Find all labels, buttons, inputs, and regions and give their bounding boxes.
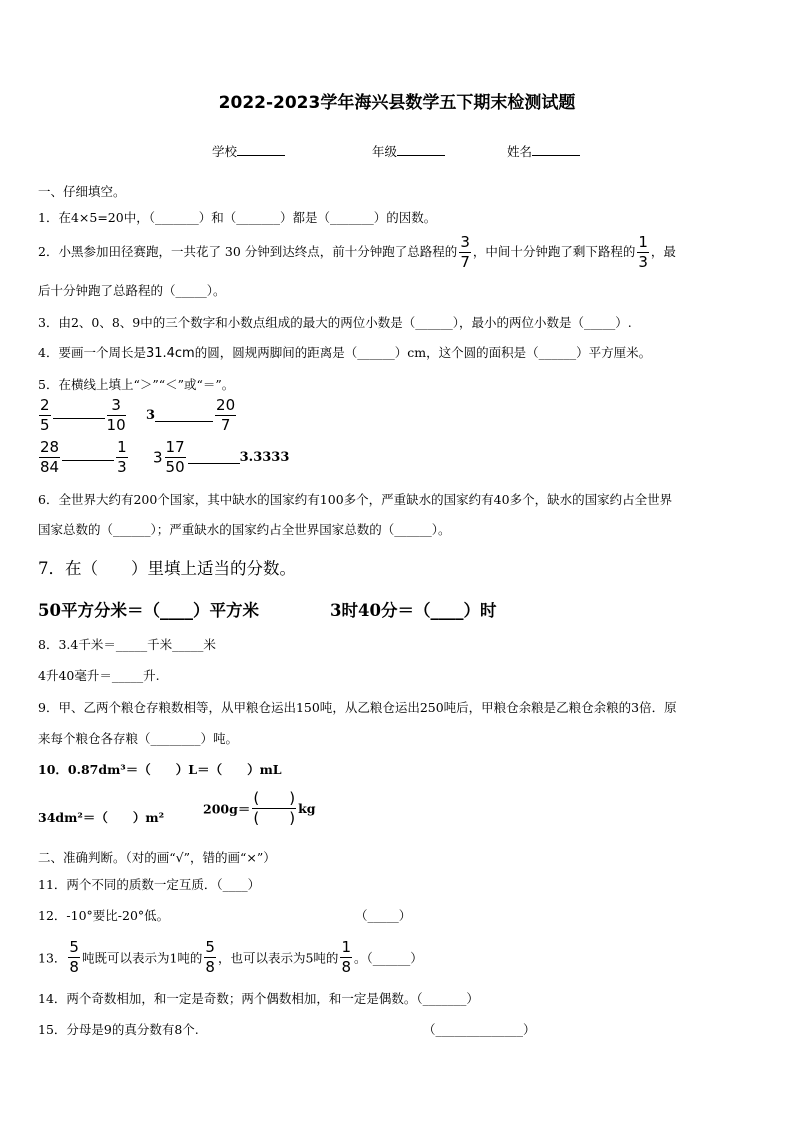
- question-11: 11．两个不同的质数一定互质．（____）: [38, 877, 261, 892]
- compare-blank-a[interactable]: [53, 406, 105, 419]
- question-2-text-b: ，中间十分钟跑了剩下路程的: [472, 244, 636, 259]
- fraction-numerator: 1: [117, 438, 127, 456]
- fraction-5-8-second: [204, 940, 216, 975]
- name-label: 姓名: [507, 144, 533, 159]
- fraction-numerator: 5: [69, 938, 79, 956]
- question-13-number: 13．: [38, 950, 67, 966]
- question-12: 12．-10°要比-20°低。: [38, 908, 170, 923]
- grade-field: [372, 142, 445, 160]
- question-4: [38, 343, 651, 361]
- fraction-numerator: 5: [205, 938, 215, 956]
- fraction-denominator: 8: [69, 958, 79, 976]
- question-15: 15．分母是9的真分数有8个.: [38, 1022, 199, 1037]
- question-8-line-1: 8．3.4千米＝_____千米_____米: [38, 637, 216, 652]
- question-6-line-2: 国家总数的（______）；严重缺水的国家约占全世界国家总数的（______）。: [38, 522, 451, 537]
- question-9-line-2: 来每个粮仓各存粮（________）吨。: [38, 731, 239, 746]
- question-13: [38, 940, 423, 975]
- fraction-numerator: 3: [107, 398, 126, 416]
- compare-right-value: 3.3333: [239, 450, 290, 465]
- compare-left-value: 3: [146, 408, 156, 423]
- question-10-a: 34dm²＝（ ）m²: [38, 810, 165, 825]
- fraction-denominator: 3: [638, 253, 648, 271]
- compare-blank-c[interactable]: [62, 448, 114, 461]
- question-13-text-c: 。（______）: [353, 950, 423, 966]
- fraction-denominator: 5: [40, 416, 50, 434]
- section-2-heading: 二、准确判断。（对的画“√”，错的画“×”）: [38, 850, 276, 865]
- question-13-text-a: 吨既可以表示为1吨的: [81, 950, 203, 966]
- fraction-5-8: [68, 940, 80, 975]
- school-label: 学校: [212, 144, 238, 159]
- circumference-value: 31.4cm: [145, 346, 195, 361]
- question-2-line-2: 后十分钟跑了总路程的（_____）。: [38, 283, 226, 298]
- fraction-numerator: 2: [40, 396, 50, 414]
- fraction-denominator: 8: [205, 958, 215, 976]
- question-10-line-1: 10．0.87dm³＝（ ）L＝（ ）mL: [38, 762, 282, 777]
- question-10-b: [203, 791, 315, 826]
- fraction-denominator: 7: [220, 416, 231, 434]
- compare-blank-b[interactable]: [155, 409, 213, 422]
- fraction-1-3-compare: [116, 440, 128, 475]
- fraction-denominator: 10: [106, 416, 126, 434]
- compare-item-d: [153, 440, 289, 475]
- section-1-heading: 一、仔细填空。: [38, 184, 126, 199]
- fraction-numerator-blank[interactable]: ( ): [253, 789, 296, 807]
- fraction-denominator-blank[interactable]: ( ): [253, 809, 296, 827]
- fraction-numerator: 3: [460, 233, 470, 251]
- grade-label: 年级: [372, 144, 398, 159]
- fraction-1-8: [340, 940, 352, 975]
- name-field: [507, 142, 580, 160]
- fraction-17-50: [165, 440, 186, 475]
- fraction-numerator: 17: [165, 438, 185, 456]
- school-field: [212, 142, 285, 160]
- blank-fraction[interactable]: [252, 791, 296, 826]
- kg-unit: kg: [298, 801, 316, 816]
- fraction-3-10: [107, 398, 126, 433]
- mixed-number-whole: 3: [153, 448, 163, 467]
- question-10-b-left: 200g＝: [203, 801, 251, 817]
- question-2: [38, 234, 676, 270]
- fraction-numerator: 20: [216, 396, 236, 414]
- grade-blank[interactable]: [397, 143, 445, 156]
- question-7-a: 50平方分米＝（____）平方米: [38, 601, 259, 620]
- question-14: 14．两个奇数相加，和一定是奇数；两个偶数相加，和一定是偶数。（_______）: [38, 991, 479, 1006]
- question-8-line-2: 4升40毫升＝_____升.: [38, 668, 160, 683]
- question-9-line-1: 9．甲、乙两个粮仓存粮数相等，从甲粮仓运出150吨，从乙粮仓运出250吨后，甲粮仓余粮是乙粮仓余粮的3倍．原: [38, 700, 677, 715]
- fraction-2-5: [39, 398, 51, 433]
- fraction-20-7: [215, 398, 236, 433]
- question-4-text-a: 4．要画一个周长是: [38, 345, 146, 360]
- question-7-stem: 7．在（ ）里填上适当的分数。: [38, 559, 296, 578]
- fraction-numerator: 28: [40, 438, 60, 456]
- question-7-b: 3时40分＝（____）时: [330, 601, 497, 620]
- question-5-stem: 5．在横线上填上“＞”“＜”或“＝”。: [38, 377, 235, 392]
- question-4-text-b: 的圆，圆规两脚间的距离是（______）cm，这个圆的面积是（______）平方厘米。: [194, 345, 652, 360]
- compare-item-c: [37, 440, 130, 475]
- compare-item-b: [146, 398, 238, 433]
- fraction-denominator: 8: [341, 958, 351, 976]
- compare-blank-d[interactable]: [188, 451, 240, 464]
- fraction-3-7: [459, 235, 471, 270]
- fraction-numerator: 1: [341, 938, 351, 956]
- question-12-blank[interactable]: （_____）: [355, 908, 412, 923]
- compare-item-a: [37, 398, 128, 433]
- fraction-28-84: [39, 440, 60, 475]
- fraction-1-3: [637, 235, 649, 270]
- fraction-denominator: 50: [165, 458, 185, 476]
- question-15-blank[interactable]: （______________）: [423, 1022, 536, 1037]
- fraction-denominator: 3: [117, 458, 127, 476]
- question-2-text-c: ，最: [650, 244, 676, 259]
- fraction-denominator: 84: [40, 458, 60, 476]
- page-title: 2022-2023学年海兴县数学五下期末检测试题: [218, 93, 576, 113]
- question-13-text-b: ，也可以表示为5吨的: [217, 950, 339, 966]
- question-6-line-1: 6．全世界大约有200个国家，其中缺水的国家约有100多个，严重缺水的国家约有40多个，缺水的国家约占全世界: [38, 492, 673, 507]
- name-blank[interactable]: [532, 143, 580, 156]
- question-2-text-a: 2．小黑参加田径赛跑，一共花了 30 分钟到达终点，前十分钟跑了总路程的: [38, 244, 458, 259]
- school-blank[interactable]: [237, 143, 285, 156]
- question-1: 1．在4×5=20中，（_______）和（_______）都是（_______）的因数。: [38, 210, 437, 225]
- question-3: 3．由2、0、8、9中的三个数字和小数点组成的最大的两位小数是（______），最小的两位小数是（_____）.: [38, 315, 632, 330]
- fraction-numerator: 1: [638, 233, 648, 251]
- fraction-denominator: 7: [460, 253, 470, 271]
